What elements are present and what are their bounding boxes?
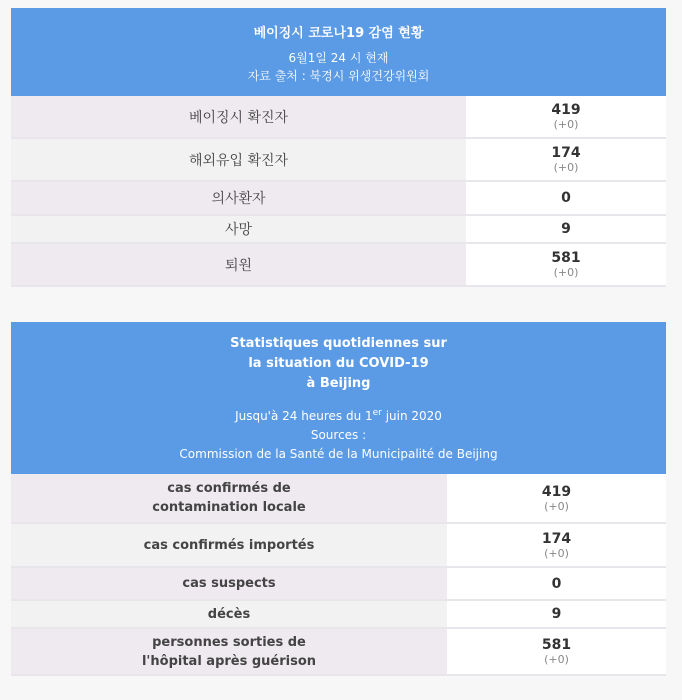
row-delta: (+0) [544, 653, 569, 666]
table-row [11, 474, 666, 524]
row-label: 사망 [11, 216, 466, 242]
row-delta: (+0) [553, 266, 579, 279]
row-label-line2: contamination locale [152, 500, 306, 515]
row-label: 퇴원 [11, 244, 466, 285]
row-label: 의사환자 [11, 182, 466, 214]
row-label: 해외유입 확진자 [11, 139, 466, 180]
table-row [11, 524, 666, 568]
korean-table-header [11, 8, 666, 96]
row-value: 419 [541, 483, 572, 500]
table-row [11, 244, 666, 287]
row-value-cell [466, 244, 666, 285]
french-sources-value: Commission de la Santé de la Municipalité de Beijing [179, 447, 498, 461]
table-row [11, 568, 666, 601]
row-value: 9 [561, 221, 571, 237]
row-value-cell [466, 216, 666, 242]
row-value: 174 [541, 530, 572, 547]
french-title-line2: la situation du COVID-19 [248, 356, 429, 371]
row-value: 419 [551, 102, 581, 118]
row-value: 581 [551, 250, 581, 266]
row-value-cell [447, 601, 666, 627]
row-value-cell [447, 568, 666, 599]
row-value: 9 [551, 606, 562, 622]
french-date-sup: er [372, 408, 382, 418]
row-value: 0 [561, 190, 571, 206]
row-label: décès [11, 601, 447, 627]
french-date-prefix: Jusqu'à 24 heures du 1 [235, 409, 373, 423]
french-title-line3: à Beijing [306, 376, 371, 391]
row-value-cell [447, 474, 666, 522]
row-label: 베이징시 확진자 [11, 96, 466, 137]
row-delta: (+0) [553, 161, 579, 174]
table-row [11, 629, 666, 676]
table-row [11, 96, 666, 139]
korean-date: 6월1일 24 시 현재 [288, 51, 389, 65]
row-label-line1: cas confirmés de [167, 481, 291, 496]
table-row [11, 182, 666, 216]
french-title-line1: Statistiques quotidiennes sur [230, 336, 447, 351]
table-row [11, 139, 666, 182]
row-value: 581 [541, 637, 572, 653]
korean-title: 베이징시 코로나19 감염 현황 [253, 26, 424, 41]
table-row [11, 216, 666, 244]
row-label-line1: personnes sorties de [152, 634, 306, 650]
row-value-cell [447, 524, 666, 566]
korean-source: 자료 출처 : 북경시 위생건강위원회 [247, 69, 430, 83]
row-label [11, 629, 447, 674]
row-delta: (+0) [544, 546, 569, 560]
french-sources-label: Sources : [310, 428, 367, 442]
french-date [11, 404, 666, 426]
row-label [11, 474, 447, 522]
row-value-cell [447, 629, 666, 674]
row-label: cas suspects [11, 568, 447, 599]
row-delta: (+0) [544, 499, 569, 513]
row-value-cell [466, 182, 666, 214]
table-row [11, 601, 666, 629]
row-delta: (+0) [553, 118, 579, 131]
row-value-cell [466, 139, 666, 180]
french-date-suffix: juin 2020 [381, 409, 442, 423]
row-label: cas confirmés importés [11, 524, 447, 566]
row-value: 174 [551, 145, 581, 161]
row-value: 0 [551, 575, 562, 592]
french-table-header [11, 322, 666, 474]
row-label-line2: l'hôpital après guérison [141, 653, 317, 669]
korean-stats-table [11, 8, 666, 287]
row-value-cell [466, 96, 666, 137]
french-stats-table [11, 322, 666, 676]
